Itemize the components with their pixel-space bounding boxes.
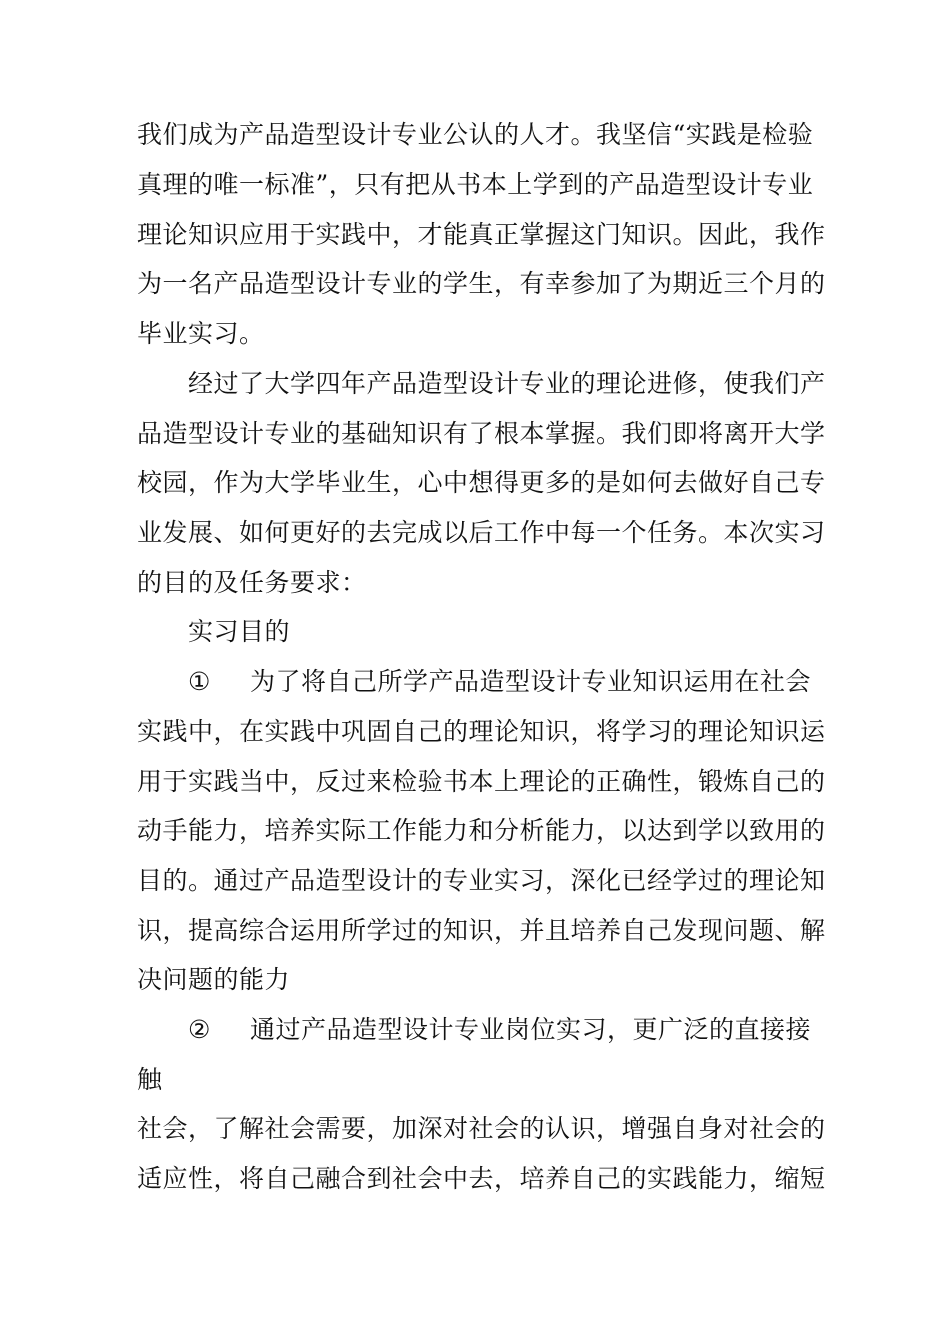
text-line: 触 xyxy=(137,1065,163,1094)
text-line: 社会，了解社会需要，加深对社会的认识，增强自身对社会的 xyxy=(137,1114,826,1143)
text-line: 校园，作为大学毕业生，心中想得更多的是如何去做好自己专 xyxy=(137,468,826,497)
paragraph-start: 经过了大学四年产品造型设计专业的理论进修，使我们产 xyxy=(188,369,826,398)
text-line: 毕业实习。 xyxy=(137,319,265,348)
text-line: 的目的及任务要求： xyxy=(137,568,367,597)
text-line: 实践中，在实践中巩固自己的理论知识，将学习的理论知识运 xyxy=(137,717,826,746)
text-line: 用于实践当中，反过来检验书本上理论的正确性，锻炼自己的 xyxy=(137,767,826,796)
item-text: 通过产品造型设计专业岗位实习，更广泛的直接接 xyxy=(250,1015,812,1044)
text-line: 品造型设计专业的基础知识有了根本掌握。我们即将离开大学 xyxy=(137,419,826,448)
text-line: 为一名产品造型设计专业的学生，有幸参加了为期近三个月的 xyxy=(137,269,826,298)
text-line: 目的。通过产品造型设计的专业实习，深化已经学过的理论知 xyxy=(137,866,826,895)
item-number-1: ① xyxy=(188,667,211,696)
text-line: 识，提高综合运用所学过的知识，并且培养自己发现问题、解 xyxy=(137,916,826,945)
text-line: 理论知识应用于实践中，才能真正掌握这门知识。因此，我作 xyxy=(137,220,826,249)
numbered-item-2 xyxy=(188,1010,828,1050)
section-heading: 实习目的 xyxy=(188,617,291,646)
item-number-2: ② xyxy=(188,1015,211,1044)
text-line: 我们成为产品造型设计专业公认的人才。我坚信“实践是检验 xyxy=(137,120,814,149)
text-line: 业发展、如何更好的去完成以后工作中每一个任务。本次实习 xyxy=(137,518,826,547)
text-line: 动手能力，培养实际工作能力和分析能力，以达到学以致用的 xyxy=(137,816,826,845)
text-line: 真理的唯一标准”，只有把从书本上学到的产品造型设计专业 xyxy=(137,170,814,199)
text-line: 适应性，将自己融合到社会中去，培养自己的实践能力，缩短 xyxy=(137,1164,826,1193)
item-text: 为了将自己所学产品造型设计专业知识运用在社会 xyxy=(250,667,812,696)
text-line: 决问题的能力 xyxy=(137,965,291,994)
numbered-item-1 xyxy=(188,662,828,702)
